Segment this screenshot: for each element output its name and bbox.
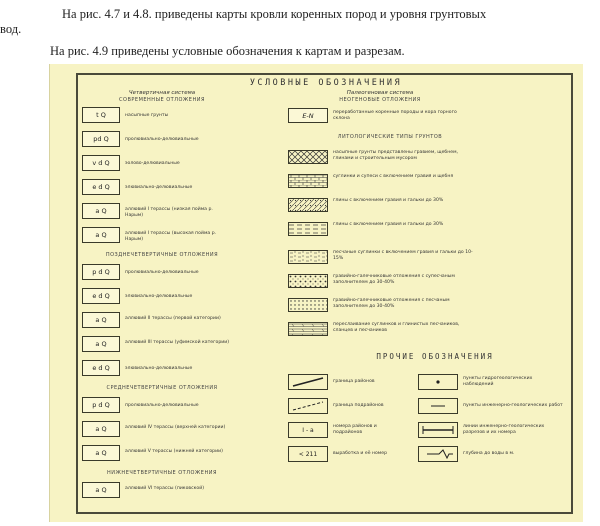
code-box: a Q xyxy=(82,482,120,498)
right-column-heading: Палеогеновая система xyxy=(346,90,414,96)
boundary-symbol xyxy=(288,374,328,390)
code-box: a Q xyxy=(82,336,120,352)
left-section-title-2: ПОЗДНЕЧЕТВЕРТИЧНЫЕ ОТЛОЖЕНИЯ xyxy=(105,252,219,258)
pattern-swatch xyxy=(288,198,328,212)
code-box: a Q xyxy=(82,421,120,437)
code-desc: пролювиально-делювиальные xyxy=(125,403,199,408)
other-desc: глубина до воды в м. xyxy=(463,451,515,456)
code-desc: насыпные грунты xyxy=(125,113,169,118)
code-box: v d Q xyxy=(82,155,120,171)
code-box: e d Q xyxy=(82,288,120,304)
code-box: a Q xyxy=(82,312,120,328)
code-box: a Q xyxy=(82,445,120,461)
other-desc: граница подрайонов xyxy=(333,403,384,408)
code-desc: элювиально-делювиальные xyxy=(125,294,193,299)
code-desc: аллювий IV терассы (верхней категории) xyxy=(125,425,226,430)
code-desc: аллювий III терассы (уфимской категории) xyxy=(125,340,230,345)
water-depth-symbol xyxy=(418,446,458,462)
code-desc: аллювий VI терассы (пиковской) xyxy=(125,486,204,491)
pattern-swatch xyxy=(288,250,328,264)
pattern-swatch xyxy=(288,322,328,336)
code-desc: аллювий II терассы (первой категории) xyxy=(125,316,221,321)
other-desc: пункты гидрогеологических наблюдений xyxy=(463,376,533,387)
code-box: p d Q xyxy=(82,264,120,280)
paragraph-line-2: вод. xyxy=(0,22,22,36)
paragraph-line-1: На рис. 4.7 и 4.8. приведены карты кровли коренных пород и уровня грунтовых xyxy=(62,7,487,21)
observation-point-symbol xyxy=(418,374,458,390)
work-point-symbol xyxy=(418,398,458,414)
sub-boundary-symbol xyxy=(288,398,328,414)
other-title: ПРОЧИЕ ОБОЗНАЧЕНИЯ xyxy=(376,352,494,361)
district-number-symbol: I - a xyxy=(288,422,328,438)
pattern-desc: гравийно-галечниковые отложения с песчаным заполнителем до 30-40% xyxy=(333,298,450,309)
pattern-desc: гравийно-галечниковые отложения с супесчаным заполнителем до 30-40% xyxy=(333,274,455,285)
code-box: e d Q xyxy=(82,179,120,195)
left-section-title-3: СРЕДНЕЧЕТВЕРТИЧНЫЕ ОТЛОЖЕНИЯ xyxy=(106,385,218,391)
pattern-desc: суглинки и супеси с включением гравия и щебня xyxy=(333,174,454,179)
section-line-symbol xyxy=(418,422,458,438)
other-desc: пункты инженерно-геологических работ xyxy=(463,403,563,408)
left-section-title-4: НИЖНЕЧЕТВЕРТИЧНЫЕ ОТЛОЖЕНИЯ xyxy=(107,470,217,476)
other-desc: линии инженерно-геологических разрезов и их номера xyxy=(463,424,545,435)
lithology-title: ЛИТОЛОГИЧЕСКИЕ ТИПЫ ГРУНТОВ xyxy=(337,134,443,140)
other-desc: граница районов xyxy=(333,379,375,384)
pattern-desc: насыпные грунты представлены гравием, щебнем, глинами и строительным мусором xyxy=(333,150,458,161)
code-desc: пролювиально-делювиальные xyxy=(125,137,199,142)
pattern-swatch xyxy=(288,298,328,312)
code-box: p d Q xyxy=(82,397,120,413)
other-desc: номера районов и подрайонов xyxy=(333,424,377,435)
pattern-swatch xyxy=(288,222,328,236)
code-desc: элювиально-делювиальные xyxy=(125,185,193,190)
code-desc: аллювий I терассы (низкая пойма р. Нарым) xyxy=(125,207,213,218)
code-desc: эолово-делювиальные xyxy=(125,161,180,166)
other-desc: выработка и её номер xyxy=(333,451,388,456)
pattern-swatch xyxy=(288,274,328,288)
code-box: a Q xyxy=(82,203,120,219)
code-box: E-N xyxy=(288,108,328,123)
legend-title: УСЛОВНЫЕ ОБОЗНАЧЕНИЯ xyxy=(249,78,403,88)
paragraph-figure-ref: На рис. 4.9 приведены условные обозначения к картам и разрезам. xyxy=(50,44,405,58)
pattern-desc: глины с включением гравия и гальки до 30% xyxy=(333,222,444,227)
code-desc: переработанные коренные породы и кора горного склона xyxy=(333,110,457,121)
pattern-desc: песчаные суглинки с включением гравия и гальки до 10-15% xyxy=(333,250,473,261)
borehole-symbol: < 211 xyxy=(288,446,328,462)
code-desc: пролювиально-делювиальные xyxy=(125,270,199,275)
pattern-swatch xyxy=(288,174,328,188)
code-box: pd Q xyxy=(82,131,120,147)
left-column-heading: Четвертичная система xyxy=(128,90,196,96)
code-box: a Q xyxy=(82,227,120,243)
pattern-swatch xyxy=(288,150,328,164)
code-desc: элювиально-делювиальные xyxy=(125,366,193,371)
pattern-desc: переслаивание суглинков и глинистых песчаников, сланцев и песчаников xyxy=(333,322,460,333)
right-section-title: НЕОГЕНОВЫЕ ОТЛОЖЕНИЯ xyxy=(339,97,421,103)
code-box: t Q xyxy=(82,107,120,123)
code-desc: аллювий I терассы (высокая пойма р. Нарым) xyxy=(125,231,217,242)
code-box: e d Q xyxy=(82,360,120,376)
code-desc: аллювий V терассы (нижней категории) xyxy=(125,449,223,454)
left-section-title-1: СОВРЕМЕННЫЕ ОТЛОЖЕНИЯ xyxy=(119,97,205,103)
pattern-desc: глины с включением гравия и гальки до 30% xyxy=(333,198,444,203)
